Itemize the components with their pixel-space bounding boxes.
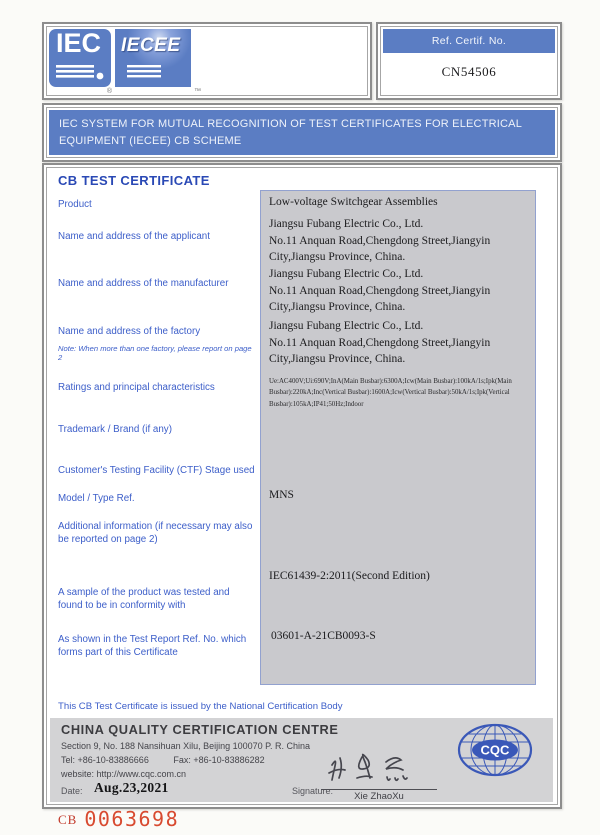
logos-box [42,22,372,100]
manufacturer-name: Jiangsu Fubang Electric Co., Ltd. [269,268,424,280]
iec-logo [49,28,112,95]
iec-registered-mark: ® [106,88,112,95]
ncb-footer-panel [50,718,553,802]
signature-label: Signature: [292,786,334,796]
stamp-number: 0063698 [84,807,180,831]
ncb-website: website: http://www.cqc.com.cn [61,769,187,779]
applicant-name: Jiangsu Fubang Electric Co., Ltd. [269,218,424,230]
value-conformity-standard: IEC61439-2:2011(Second Edition) [269,570,430,582]
label-ctf-stage: Customer's Testing Facility (CTF) Stage used [58,465,255,476]
iecee-logo-text: IECEE [121,35,181,56]
ncb-address: Section 9, No. 188 Nansihuan Xilu, Beijing 100070 P. R. China [61,741,310,751]
value-applicant [269,216,529,266]
iecee-trademark-mark: ™ [194,88,201,95]
scheme-banner-box [42,103,562,162]
label-factory: Name and address of the factory [58,326,201,337]
date-value: Aug.23,2021 [94,780,169,795]
ref-certif-label: Ref. Certif. No. [383,29,555,53]
label-test-report-ref: As shown in the Test Report Ref. No. which forms part of this Certificate [58,634,247,659]
certificate-title: CB TEST CERTIFICATE [58,173,210,188]
label-model-type-ref: Model / Type Ref. [58,493,135,504]
certificate-stamp [58,807,179,831]
label-additional-info: Additional information (if necessary may also be reported on page 2) [58,521,253,546]
iec-logo-lines-icon [56,65,104,85]
stamp-prefix: CB [58,812,78,827]
certificate-body [42,163,562,809]
value-model-type-ref: MNS [269,489,294,501]
ref-certif-box [376,22,562,100]
iec-logo-text: IEC [56,28,102,58]
ncb-telfax [61,755,265,765]
ncb-fax: Fax: +86-10-83886282 [173,755,265,765]
factory-name: Jiangsu Fubang Electric Co., Ltd. [269,320,424,332]
signature-line [321,789,437,790]
label-factory-note: Note: When more than one factory, please report on page 2 [58,344,252,362]
cqc-logo [454,721,536,779]
label-conformity-standard: A sample of the product was tested and found to be in conformity with [58,587,230,612]
cqc-logo-text: CQC [480,742,510,758]
ref-certif-number: CN54506 [441,64,497,79]
value-test-report-ref: 03601-A-21CB0093-S [271,630,376,642]
values-panel [260,190,536,685]
issued-by-statement: This CB Test Certificate is issued by the National Certification Body [58,701,343,712]
handwritten-signature [324,751,434,787]
value-manufacturer [269,266,529,316]
label-product: Product [58,199,92,210]
iecee-logo [115,29,201,95]
applicant-address: No.11 Anquan Road,Chengdong Street,Jiangyin City,Jiangsu Province, China. [269,234,491,264]
label-applicant: Name and address of the applicant [58,231,210,242]
scheme-banner-text: IEC SYSTEM FOR MUTUAL RECOGNITION OF TEST CERTIFICATES FOR ELECTRICAL EQUIPMENT (IECEE) CB SCHEME [49,110,555,155]
date-label: Date: [61,786,83,796]
value-ratings: Ue:AC400V;Ui:690V;InA(Main Busbar):6300A;Icw(Main Busbar):100kA/1s;Ipk(Main Busbar):220kA;Inc(Vertical Busbar):1600A;Icw(Vertical Busbar):50kA/1s;Ipk(Vertical Busbar):105kA;IP41;50Hz;Indoor [269,378,512,408]
manufacturer-address: No.11 Anquan Road,Chengdong Street,Jiangyin City,Jiangsu Province, China. [269,284,491,314]
label-ratings: Ratings and principal characteristics [58,382,215,393]
ncb-name: CHINA QUALITY CERTIFICATION CENTRE [61,722,339,737]
signature-name: Xie ZhaoXu [354,791,404,802]
label-manufacturer: Name and address of the manufacturer [58,278,229,289]
factory-address: No.11 Anquan Road,Chengdong Street,Jiangyin City,Jiangsu Province, China. [269,336,491,366]
label-trademark: Trademark / Brand (if any) [58,424,172,435]
value-factory [269,318,529,368]
value-product: Low-voltage Switchgear Assemblies [269,196,438,208]
iecee-logo-lines-icon [127,65,167,83]
ncb-tel: Tel: +86-10-83886666 [61,755,149,765]
